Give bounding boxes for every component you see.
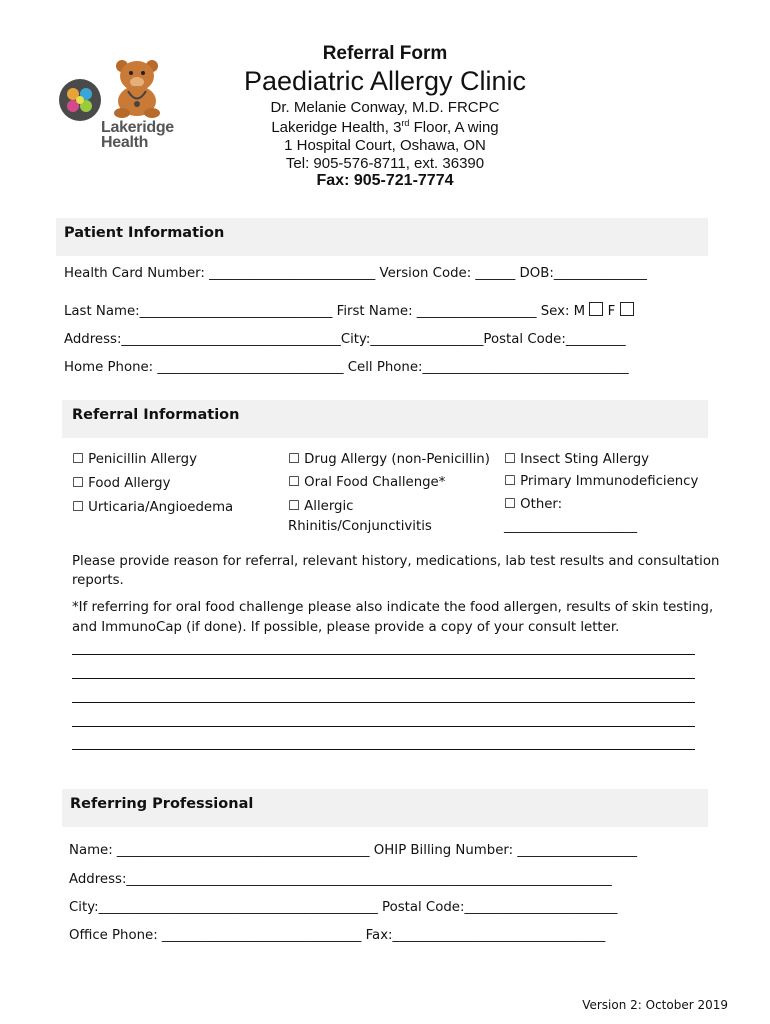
version-label: Version 2: October 2019 xyxy=(582,998,728,1012)
referral-instructions-1b: reports. xyxy=(72,573,124,588)
option-drug-allergy[interactable]: ☐ Drug Allergy (non-Penicillin) xyxy=(288,452,490,467)
patient-health-card-row[interactable]: Health Card Number: _________________________ Version Code: ______ DOB:______________ xyxy=(64,266,647,281)
professional-section-title: Referring Professional xyxy=(70,796,254,812)
sex-f-checkbox[interactable] xyxy=(620,302,634,316)
referral-section-title: Referral Information xyxy=(72,407,240,423)
doctor-name: Dr. Melanie Conway, M.D. FRCPC xyxy=(270,99,500,116)
option-primary-immunodeficiency[interactable]: ☐ Primary Immunodeficiency xyxy=(504,474,699,489)
reason-line[interactable] xyxy=(72,678,695,679)
option-other-field[interactable]: ____________________ xyxy=(504,519,637,534)
clinic-name: Paediatric Allergy Clinic xyxy=(243,66,527,96)
referral-section-header xyxy=(62,400,708,438)
professional-section-header xyxy=(62,789,708,827)
professional-name-row[interactable]: Name: ______________________________________ OHIP Billing Number: __________________ xyxy=(69,843,637,858)
logo-text-lakeridge: Lakeridge xyxy=(101,119,174,136)
clinic-phone: Tel: 905-576-8711, ext. 36390 xyxy=(285,155,485,172)
referral-instructions-2: *If referring for oral food challenge please also indicate the food allergen, results of skin testing, xyxy=(72,600,714,615)
professional-address-row[interactable]: Address:_________________________________________________________________________ xyxy=(69,872,612,887)
patient-section-title: Patient Information xyxy=(64,225,225,241)
form-title: Referral Form xyxy=(322,43,448,64)
sex-f-label: F xyxy=(607,304,616,319)
location-floor: Floor, A wing xyxy=(409,119,499,136)
professional-city-row[interactable]: City:__________________________________________ Postal Code:_______________________ xyxy=(69,900,618,915)
patient-phone-row[interactable]: Home Phone: ____________________________ Cell Phone:_______________________________ xyxy=(64,360,629,375)
patient-name-row[interactable] xyxy=(64,302,634,319)
option-oral-food-challenge[interactable]: ☐ Oral Food Challenge* xyxy=(288,475,446,490)
option-allergic-rhinitis[interactable]: ☐ Allergic xyxy=(288,499,354,514)
reason-line[interactable] xyxy=(72,749,695,750)
option-insect-sting[interactable]: ☐ Insect Sting Allergy xyxy=(504,452,650,467)
clinic-fax: Fax: 905-721-7774 xyxy=(316,172,454,189)
clinic-location xyxy=(0,118,770,136)
reason-line[interactable] xyxy=(72,654,695,655)
reason-line[interactable] xyxy=(72,726,695,727)
logo-text-health: Health xyxy=(101,134,149,151)
clinic-address: 1 Hospital Court, Oshawa, ON xyxy=(284,137,486,154)
referral-instructions-1: Please provide reason for referral, relevant history, medications, lab test results and consultation xyxy=(72,554,720,569)
patient-address-row[interactable]: Address:_________________________________City:_________________Postal Code:_________ xyxy=(64,332,626,347)
location-main: Lakeridge Health, 3 xyxy=(271,119,402,136)
option-urticaria[interactable]: ☐ Urticaria/Angioedema xyxy=(72,500,234,515)
location-sup: rd xyxy=(401,118,410,128)
sex-m-checkbox[interactable] xyxy=(589,302,603,316)
patient-name-text: Last Name:_____________________________ First Name: __________________ Sex: M xyxy=(64,304,586,319)
option-other[interactable]: ☐ Other: xyxy=(504,497,563,512)
reason-line[interactable] xyxy=(72,702,695,703)
option-penicillin-allergy[interactable]: ☐ Penicillin Allergy xyxy=(72,452,197,467)
option-allergic-rhinitis-label: Rhinitis/Conjunctivitis xyxy=(288,519,432,534)
referral-instructions-2b: and ImmunoCap (if done). If possible, please provide a copy of your consult letter. xyxy=(72,620,620,635)
option-food-allergy[interactable]: ☐ Food Allergy xyxy=(72,476,171,491)
professional-phone-row[interactable]: Office Phone: ______________________________ Fax:________________________________ xyxy=(69,928,606,943)
patient-section-header xyxy=(56,218,708,256)
